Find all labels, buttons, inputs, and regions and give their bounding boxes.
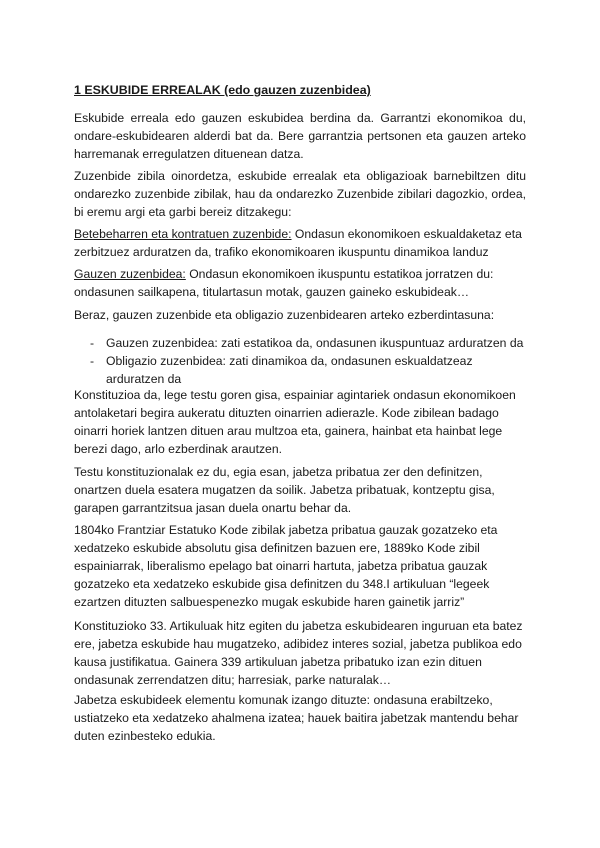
paragraph-1: Eskubide erreala edo gauzen eskubidea berdina da. Garrantzi ekonomikoa du, ondare-eskubidearen alderdi bat da. Bere garrantzia pertsonen eta gauzen arteko harremanak erregulatzen dituenean datza. (74, 111, 526, 161)
list-item-text: Obligazio zuzenbidea: zati dinamikoa da, ondasunen eskualdatzeaz arduratzen da (106, 354, 473, 386)
paragraph-9: Konstituzioko 33. Artikuluak hitz egiten du jabetza eskubidearen inguruan eta batez ere, jabetza eskubide hau mugatzeko, adibidez interes sozial, jabetza publikoa edo kausa justifikatua. Gainera 339 artikuluan jabetza pribatuko izan ezin dituen ondasunak zerrendatzen ditu; harresiak, parke naturalak… (74, 619, 523, 687)
comparison-list (74, 334, 526, 388)
paragraph-4-text: Ondasun ekonomikoen ikuspuntu estatikoa jorratzen du: ondasunen sailkapena, titulartasun motak, gauzen gaineko eskubideak… (74, 267, 494, 299)
list-item (74, 334, 526, 352)
paragraph-3 (74, 225, 526, 261)
list-item (74, 352, 526, 388)
paragraph-6: Konstituzioa da, lege testu goren gisa, espainiar agintariek ondasun ekonomikoen antolaketari begira aukeratu dituzten oinarrien adierazle. Kode zibilean badago oinarri horiek lantzen dituen arau multzoa eta, gainera, hainbat eta hainbat lege berezi dago, arlo ezberdinak arautzen. (74, 388, 516, 456)
paragraph-8: 1804ko Frantziar Estatuko Kode zibilak jabetza pribatua gauzak gozatzeko eta xedatzeko eskubide absolutu gisa definitzen bazuen ere, 1889ko Kode zibil espainiarrak, liberalismo epelago bat oinarri hartuta, jabetza pribatua gauzak gozatzeko eta xedatzeko eskubide gisa definitzen du 348.I artikuluan “legeek ezartzen dituzten salbuespenezko mugak eskubide haren gainetik jarriz” (74, 523, 498, 609)
paragraph-2: Zuzenbide zibila oinordetza, eskubide errealak eta obligazioak barnebiltzen ditu ondarezko zuzenbide zibilak, hau da ondarezko Zuzenbide zibilari dagozkio, ordea, bi eremu argi eta garbi bereiz ditzakegu: (74, 169, 526, 219)
list-bullet: - (90, 336, 95, 350)
paragraph-3-text: Ondasun ekonomikoen eskualdaketaz eta zerbitzuez arduratzen da, trafiko ekonomikoaren ikuspuntu dinamikoa landuz (74, 227, 522, 259)
paragraph-5: Beraz, gauzen zuzenbide eta obligazio zuzenbidearen arteko ezberdintasuna: (74, 308, 495, 322)
list-bullet: - (90, 354, 95, 368)
list-item-text: Gauzen zuzenbidea: zati estatikoa da, ondasunen ikuspuntuaz arduratzen da (106, 336, 524, 350)
page-title: 1 ESKUBIDE ERREALAK (edo gauzen zuzenbidea) (74, 83, 371, 97)
paragraph-7: Testu konstituzionalak ez du, egia esan, jabetza pribatua zer den definitzen, onartzen duela esatera mugatzen da soilik. Jabetza pribatuak, kontzeptu gisa, garapen garrantzitsua jasan duela onartu behar da. (74, 465, 495, 515)
paragraph-3-label: Betebeharren eta kontratuen zuzenbide: (74, 227, 292, 241)
paragraph-10: Jabetza eskubideek elementu komunak izango dituzte: ondasuna erabiltzeko, ustiatzeko eta xedatzeko ahalmena izatea; hauek baitira jabetzak mantendu behar duten ezinbesteko edukia. (74, 693, 519, 743)
paragraph-4-label: Gauzen zuzenbidea: (74, 267, 186, 281)
paragraph-4 (74, 265, 526, 301)
